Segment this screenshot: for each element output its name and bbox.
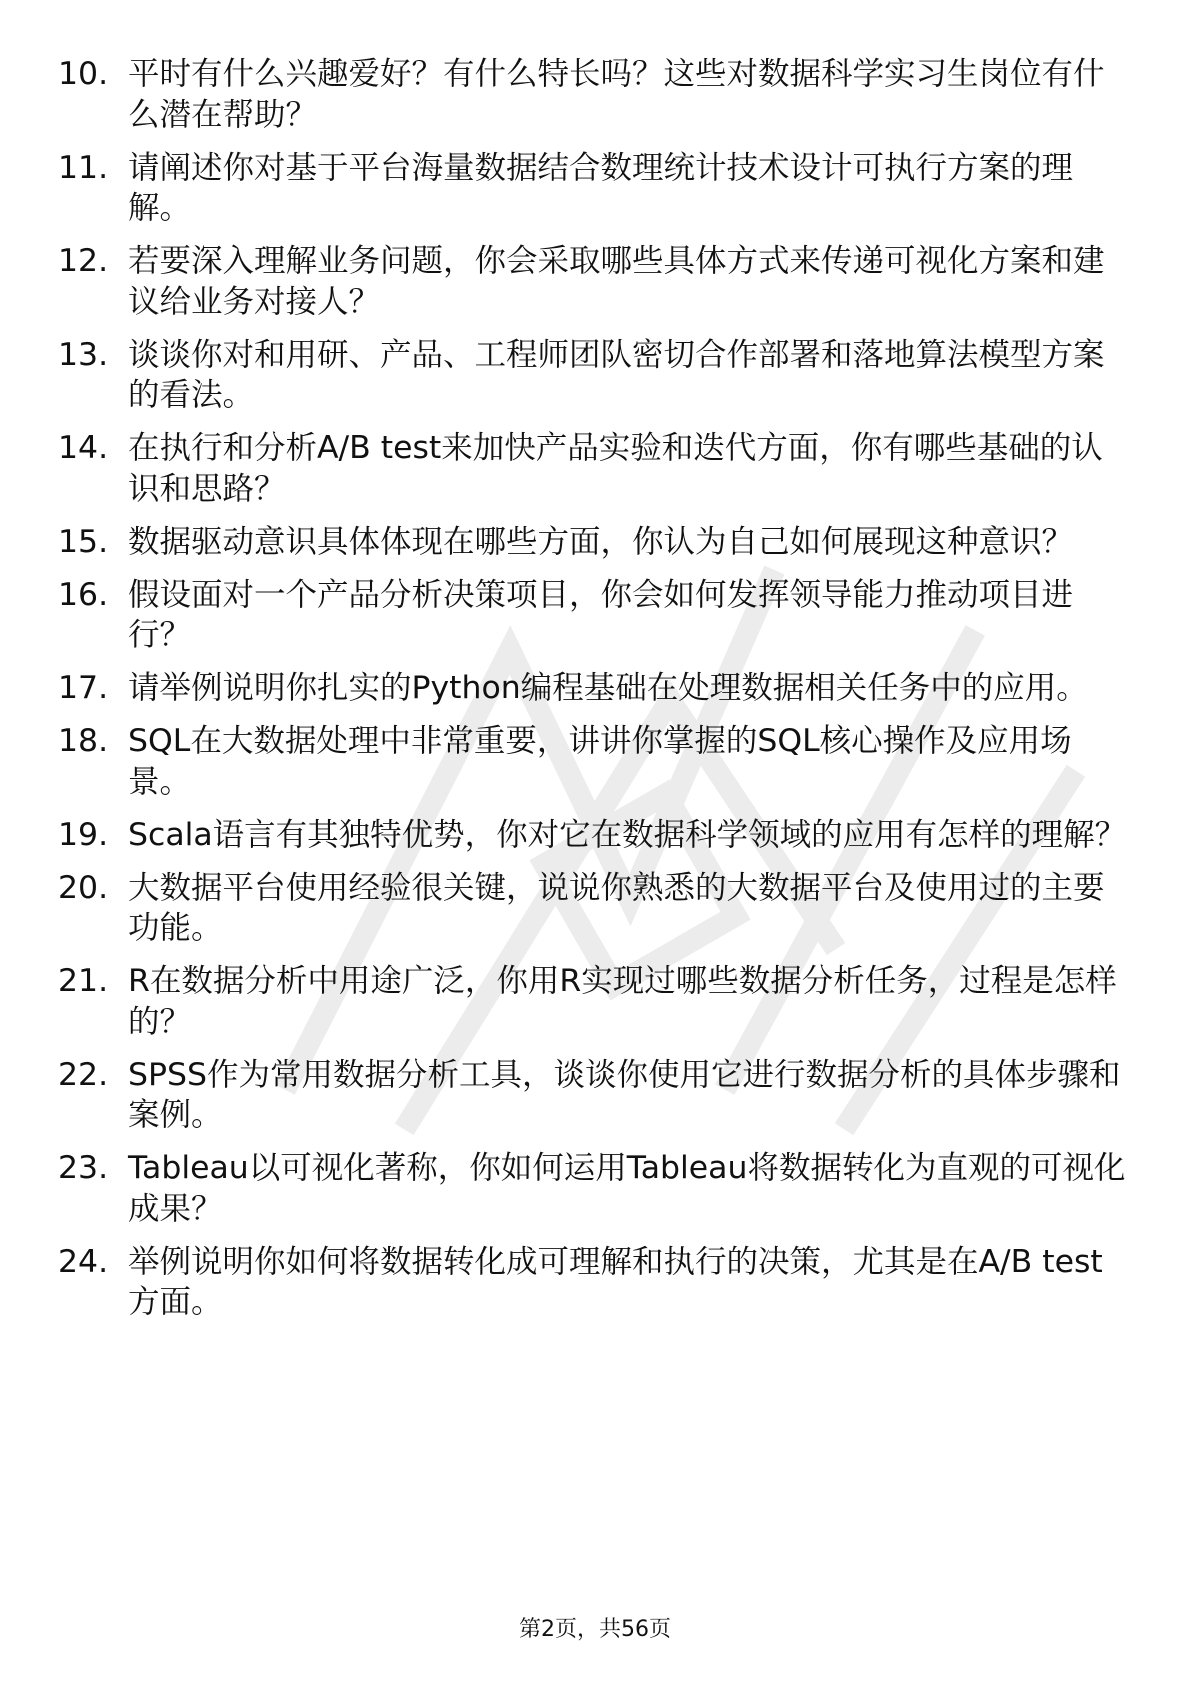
page-footer — [0, 1616, 1190, 1644]
question-text: 在执行和分析A/B test来加快产品实验和迭代方面，你有哪些基础的认识和思路？ — [128, 430, 1103, 507]
question-item — [58, 241, 1128, 322]
question-item — [58, 1148, 1128, 1229]
question-number: 16. — [58, 576, 109, 613]
question-number: 18. — [58, 723, 109, 759]
question-number: 20. — [58, 869, 109, 906]
question-text: 平时有什么兴趣爱好？有什么特长吗？这些对数据科学实习生岗位有什么潜在帮助？ — [128, 56, 1105, 133]
question-item — [58, 815, 1128, 856]
question-text: 举例说明你如何将数据转化成可理解和执行的决策，尤其是在A/B test方面。 — [128, 1243, 1103, 1320]
question-text: R在数据分析中用途广泛，你用R实现过哪些数据分析任务，过程是怎样的？ — [128, 963, 1117, 1040]
question-text: Tableau以可视化著称，你如何运用Tableau将数据转化为直观的可视化成果？ — [128, 1150, 1126, 1227]
question-item — [58, 575, 1128, 656]
question-item — [58, 961, 1128, 1042]
question-item — [58, 1242, 1128, 1323]
question-number: 11. — [58, 149, 109, 186]
question-item — [58, 54, 1128, 135]
question-list — [58, 54, 1128, 1335]
question-number: 17. — [58, 670, 109, 706]
question-item — [58, 721, 1128, 802]
question-number: 15. — [58, 523, 109, 560]
question-text: Scala语言有其独特优势，你对它在数据科学领域的应用有怎样的理解？ — [128, 816, 1127, 853]
question-number: 14. — [58, 430, 109, 466]
question-text: 请阐述你对基于平台海量数据结合数理统计技术设计可执行方案的理解。 — [128, 149, 1074, 226]
question-text: 大数据平台使用经验很关键，说说你熟悉的大数据平台及使用过的主要功能。 — [128, 869, 1105, 946]
question-text: 谈谈你对和用研、产品、工程师团队密切合作部署和落地算法模型方案的看法。 — [128, 336, 1105, 413]
question-text: 若要深入理解业务问题，你会采取哪些具体方式来传递可视化方案和建议给业务对接人？ — [128, 243, 1105, 320]
page-number-label: 第2页，共56页 — [519, 1617, 671, 1642]
question-number: 21. — [58, 963, 109, 999]
question-text: 请举例说明你扎实的Python编程基础在处理数据相关任务中的应用。 — [128, 670, 1088, 706]
question-number: 23. — [58, 1150, 109, 1186]
question-number: 24. — [58, 1243, 109, 1280]
question-item — [58, 1055, 1128, 1136]
question-text: 数据驱动意识具体体现在哪些方面，你认为自己如何展现这种意识？ — [128, 523, 1074, 560]
question-number: 13. — [58, 336, 109, 373]
question-number: 10. — [58, 56, 109, 92]
question-item — [58, 668, 1128, 709]
question-text: 假设面对一个产品分析决策项目，你会如何发挥领导能力推动项目进行？ — [128, 576, 1074, 653]
question-item — [58, 148, 1128, 229]
question-item — [58, 522, 1128, 563]
question-item — [58, 428, 1128, 509]
question-item — [58, 868, 1128, 949]
question-text: SQL在大数据处理中非常重要，讲讲你掌握的SQL核心操作及应用场景。 — [128, 723, 1072, 800]
question-text: SPSS作为常用数据分析工具，谈谈你使用它进行数据分析的具体步骤和案例。 — [128, 1056, 1121, 1133]
question-number: 19. — [58, 816, 109, 853]
question-number: 12. — [58, 243, 109, 279]
question-item — [58, 335, 1128, 416]
question-number: 22. — [58, 1056, 109, 1093]
